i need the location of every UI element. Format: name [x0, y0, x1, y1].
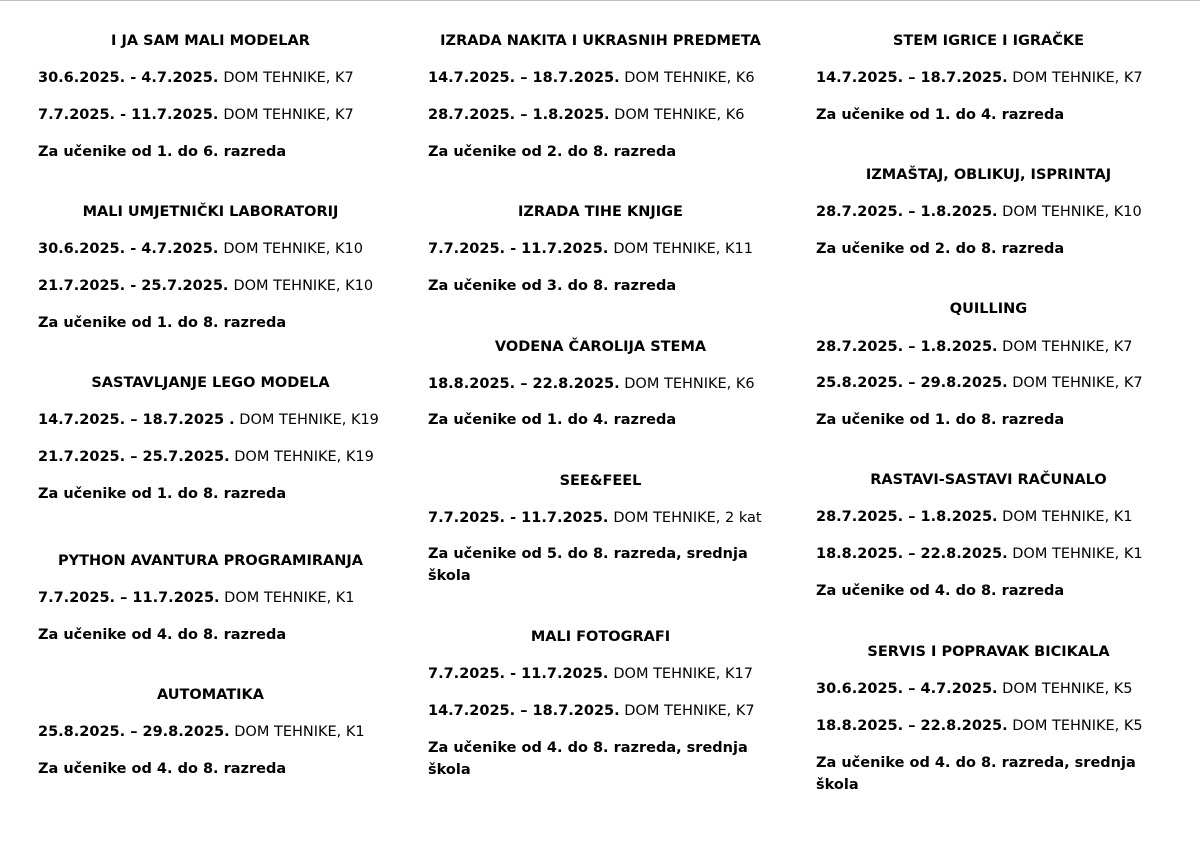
session-line [816, 203, 1142, 222]
session-line [38, 448, 374, 467]
session-dates: 25.8.2025. – 29.8.2025. [816, 375, 1008, 391]
session-place: DOM TEHNIKE, K5 [1007, 718, 1143, 734]
session-dates: 18.8.2025. – 22.8.2025. [816, 718, 1008, 734]
session-line [816, 717, 1143, 736]
workshop-title: PYTHON AVANTURA PROGRAMIRANJA [58, 553, 363, 569]
session-dates: 28.7.2025. – 1.8.2025. [428, 107, 610, 123]
session-place: DOM TEHNIKE, K1 [229, 724, 365, 740]
audience-text: Za učenike od 4. do 8. razreda, srednja škola [816, 755, 1136, 793]
session-place: DOM TEHNIKE, K11 [613, 241, 753, 257]
session-dates: 30.6.2025. – 4.7.2025. [816, 681, 998, 697]
session-line [428, 240, 753, 259]
audience-text: Za učenike od 1. do 8. razreda [38, 486, 287, 502]
session-place: DOM TEHNIKE, K7 [619, 703, 755, 719]
session-line [38, 240, 363, 259]
session-place: DOM TEHNIKE, K10 [223, 241, 363, 257]
session-place: DOM TEHNIKE, K7 [997, 339, 1133, 355]
audience-text: Za učenike od 1. do 8. razreda [38, 315, 287, 331]
session-line [428, 375, 755, 394]
session-dates: 25.8.2025. – 29.8.2025. [38, 724, 230, 740]
session-dates: 18.8.2025. – 22.8.2025. [428, 376, 620, 392]
audience-text: Za učenike od 4. do 8. razreda [816, 583, 1065, 599]
workshop-title: QUILLING [949, 301, 1028, 317]
session-dates: 21.7.2025. - 25.7.2025. [38, 278, 234, 294]
session-line [38, 277, 373, 296]
session-line [428, 69, 755, 88]
session-place: DOM TEHNIKE, K1 [1007, 546, 1143, 562]
session-line [38, 589, 355, 608]
session-line [428, 509, 762, 528]
audience-text: Za učenike od 2. do 8. razreda [428, 144, 677, 160]
session-dates: 14.7.2025. – 18.7.2025. [428, 703, 620, 719]
session-place: DOM TEHNIKE, K5 [997, 681, 1133, 697]
audience-text: Za učenike od 4. do 8. razreda [38, 761, 287, 777]
workshop-title: RASTAVI-SASTAVI RAČUNALO [870, 472, 1107, 488]
session-place: DOM TEHNIKE, K7 [1007, 375, 1143, 391]
workshop-title: I JA SAM MALI MODELAR [111, 33, 310, 49]
audience-text: Za učenike od 2. do 8. razreda [816, 241, 1065, 257]
session-line [38, 106, 354, 125]
session-line [428, 665, 753, 684]
audience-text: Za učenike od 4. do 8. razreda, srednja škola [428, 740, 748, 778]
audience-text: Za učenike od 1. do 4. razreda [428, 412, 677, 428]
session-dates: 7.7.2025. - 11.7.2025. [428, 510, 614, 526]
session-line [816, 508, 1133, 527]
session-dates: 14.7.2025. – 18.7.2025. [428, 70, 620, 86]
workshop-title: SEE&FEEL [559, 473, 642, 489]
audience-text: Za učenike od 1. do 8. razreda [816, 412, 1065, 428]
session-line [816, 680, 1133, 699]
workshop-title: IZRADA NAKITA I UKRASNIH PREDMETA [440, 33, 761, 49]
session-place: DOM TEHNIKE, K6 [609, 107, 745, 123]
session-line [38, 723, 365, 742]
top-rule [0, 0, 1200, 1]
workshop-title: SERVIS I POPRAVAK BICIKALA [867, 644, 1110, 660]
session-place: DOM TEHNIKE, K6 [619, 376, 755, 392]
session-line [38, 411, 379, 430]
session-dates: 21.7.2025. – 25.7.2025. [38, 449, 230, 465]
session-line [428, 702, 755, 721]
session-dates: 28.7.2025. – 1.8.2025. [816, 339, 998, 355]
session-place: DOM TEHNIKE, K7 [223, 107, 354, 123]
session-place: DOM TEHNIKE, K1 [997, 509, 1133, 525]
workshop-title: AUTOMATIKA [156, 687, 265, 703]
session-place: DOM TEHNIKE, K19 [229, 449, 374, 465]
workshop-title: VODENA ČAROLIJA STEMA [494, 339, 707, 355]
session-line [816, 338, 1133, 357]
session-dates: 14.7.2025. – 18.7.2025 . [38, 412, 235, 428]
session-dates: 14.7.2025. – 18.7.2025. [816, 70, 1008, 86]
audience-text: Za učenike od 5. do 8. razreda, srednja škola [428, 546, 748, 584]
session-line [816, 545, 1143, 564]
session-place: DOM TEHNIKE, K7 [1007, 70, 1143, 86]
session-dates: 28.7.2025. – 1.8.2025. [816, 204, 998, 220]
workshop-title: MALI UMJETNIČKI LABORATORIJ [82, 204, 339, 220]
session-place: DOM TEHNIKE, K6 [619, 70, 755, 86]
session-dates: 18.8.2025. – 22.8.2025. [816, 546, 1008, 562]
session-dates: 7.7.2025. - 11.7.2025. [428, 666, 614, 682]
session-place: DOM TEHNIKE, K17 [613, 666, 753, 682]
session-dates: 7.7.2025. - 11.7.2025. [38, 107, 224, 123]
session-dates: 30.6.2025. - 4.7.2025. [38, 70, 224, 86]
session-place: DOM TEHNIKE, 2 kat [613, 510, 762, 526]
session-place: DOM TEHNIKE, K10 [233, 278, 374, 294]
session-dates: 28.7.2025. – 1.8.2025. [816, 509, 998, 525]
audience-text: Za učenike od 1. do 4. razreda [816, 107, 1065, 123]
session-dates: 30.6.2025. - 4.7.2025. [38, 241, 224, 257]
session-place: DOM TEHNIKE, K10 [997, 204, 1142, 220]
session-line [816, 69, 1143, 88]
workshop-title: IZRADA TIHE KNJIGE [518, 204, 683, 220]
session-line [38, 69, 354, 88]
session-line [816, 374, 1143, 393]
session-place: DOM TEHNIKE, K7 [223, 70, 354, 86]
session-place: DOM TEHNIKE, K1 [219, 590, 355, 606]
session-dates: 7.7.2025. - 11.7.2025. [428, 241, 614, 257]
workshop-title: IZMAŠTAJ, OBLIKUJ, ISPRINTAJ [865, 167, 1112, 183]
workshop-title: SASTAVLJANJE LEGO MODELA [91, 375, 330, 391]
workshop-title: STEM IGRICE I IGRAČKE [892, 33, 1085, 49]
audience-text: Za učenike od 1. do 6. razreda [38, 144, 287, 160]
workshop-title: MALI FOTOGRAFI [530, 629, 671, 645]
audience-text: Za učenike od 4. do 8. razreda [38, 627, 287, 643]
session-dates: 7.7.2025. – 11.7.2025. [38, 590, 220, 606]
session-line [428, 106, 745, 125]
audience-text: Za učenike od 3. do 8. razreda [428, 278, 677, 294]
session-place: DOM TEHNIKE, K19 [234, 412, 379, 428]
